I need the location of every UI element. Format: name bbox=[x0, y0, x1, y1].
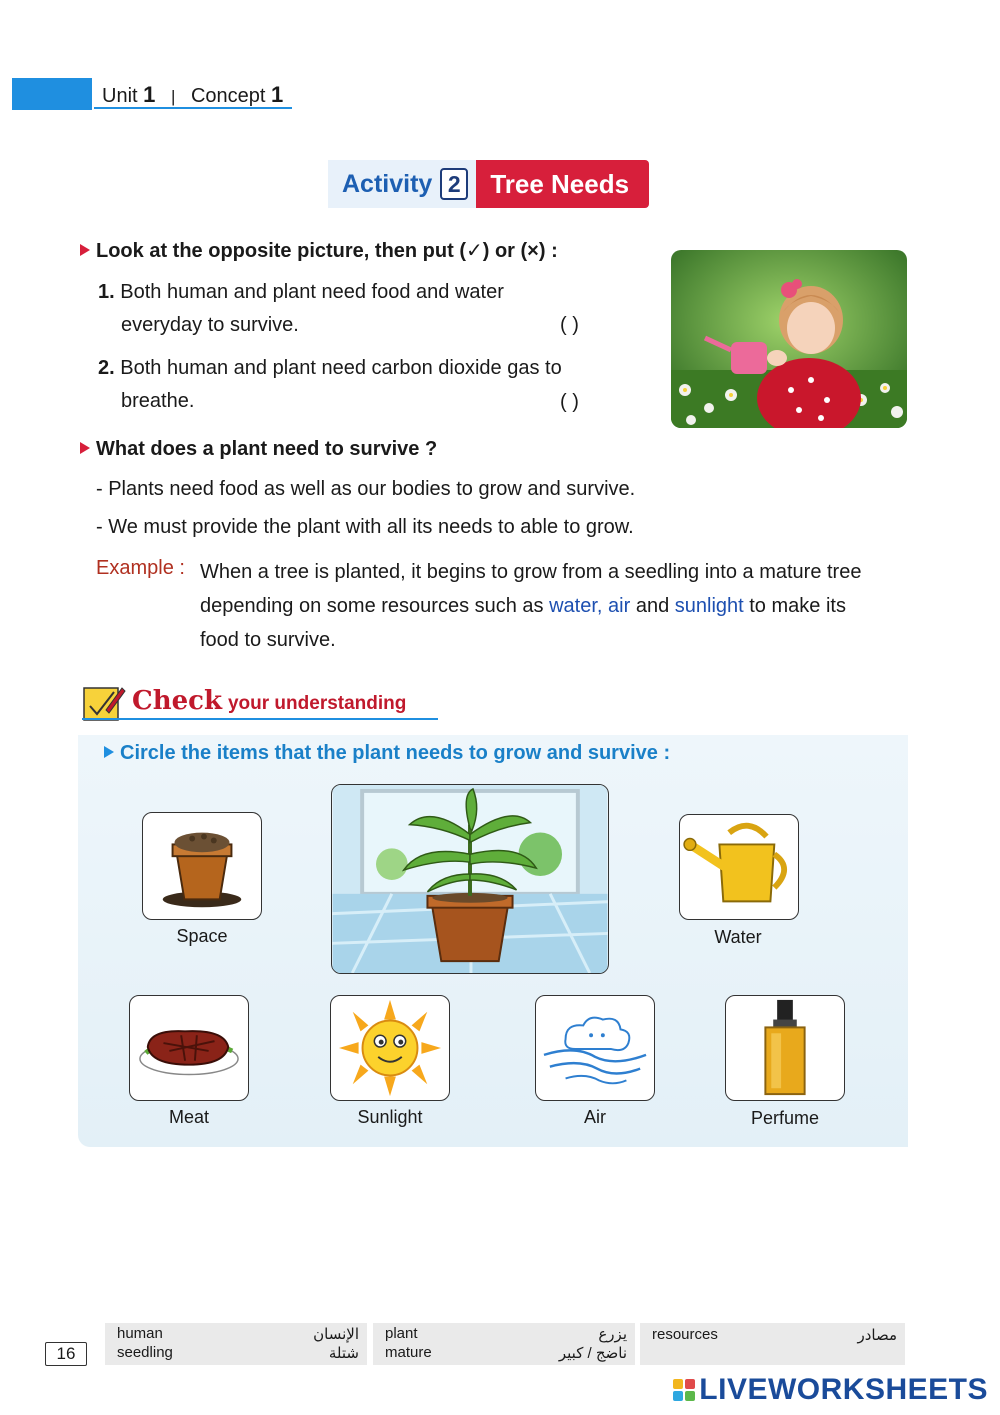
unit-label: Unit bbox=[102, 85, 138, 107]
check-underline bbox=[82, 718, 438, 720]
question-line-2: breathe. bbox=[121, 390, 195, 412]
glossary-translation: مصادر bbox=[857, 1327, 897, 1344]
liveworksheets-brand[interactable] bbox=[673, 1373, 988, 1407]
example-water-air: water, air bbox=[549, 595, 631, 617]
meat-image[interactable] bbox=[129, 995, 249, 1101]
check-title-small: your understanding bbox=[227, 693, 407, 714]
question-line-1: Both human and plant need carbon dioxide gas to bbox=[120, 357, 562, 379]
example-part-2: to make its food to survive. bbox=[200, 595, 846, 651]
glossary-term: seedling bbox=[117, 1344, 173, 1361]
perfume-image[interactable] bbox=[725, 995, 845, 1101]
glossary-box-2 bbox=[373, 1323, 635, 1365]
girl-watering-photo bbox=[671, 250, 907, 428]
circle-instruction-text: Circle the items that the plant needs to grow and survive : bbox=[120, 742, 671, 764]
perfume-caption: Perfume bbox=[750, 1108, 820, 1128]
red-triangle-icon bbox=[80, 244, 90, 256]
plant-needs-heading bbox=[80, 438, 437, 461]
instruction-text: Look at the opposite picture, then put (✓) or (×) : bbox=[96, 240, 558, 262]
concept-label: Concept bbox=[190, 85, 266, 107]
glossary-translation: الإنسان bbox=[313, 1326, 359, 1343]
unit-color-bar bbox=[12, 78, 92, 110]
question-number: 2. bbox=[98, 357, 115, 379]
liveworksheets-logo-icon bbox=[673, 1379, 695, 1401]
activity-label-box bbox=[328, 160, 476, 208]
page-number: 16 bbox=[45, 1342, 87, 1366]
check-title bbox=[132, 686, 406, 716]
space-caption: Space bbox=[176, 926, 228, 946]
potted-plant-window-image bbox=[331, 784, 609, 974]
blue-triangle-icon bbox=[104, 746, 114, 758]
plant-needs-heading-text: What does a plant need to survive ? bbox=[96, 438, 438, 460]
question-2 bbox=[98, 352, 562, 418]
answer-box-1[interactable]: ( ) bbox=[560, 314, 579, 336]
glossary-translation: ناضج / كبير bbox=[558, 1345, 627, 1362]
air-caption: Air bbox=[584, 1107, 606, 1127]
activity-number: 2 bbox=[440, 168, 468, 200]
glossary-term: human bbox=[117, 1325, 163, 1342]
question-1 bbox=[98, 276, 504, 342]
instruction-heading bbox=[80, 238, 558, 263]
circle-instruction bbox=[104, 742, 670, 765]
glossary-term: plant bbox=[385, 1325, 418, 1342]
unit-number: 1 bbox=[143, 82, 156, 107]
glossary-box-3 bbox=[640, 1323, 905, 1365]
glossary-term: resources bbox=[652, 1326, 718, 1343]
activity-label: Activity bbox=[342, 169, 433, 198]
concept-number: 1 bbox=[271, 82, 284, 107]
red-triangle-icon bbox=[80, 442, 90, 454]
activity-name: Tree Needs bbox=[476, 160, 649, 208]
question-number: 1. bbox=[98, 281, 115, 303]
water-caption: Water bbox=[714, 927, 762, 947]
sunlight-caption: Sunlight bbox=[357, 1107, 423, 1127]
example-label: Example : bbox=[96, 557, 185, 579]
header-underline bbox=[94, 107, 292, 109]
wind-image[interactable] bbox=[535, 995, 655, 1101]
glossary-box-1 bbox=[105, 1323, 367, 1365]
activity-title bbox=[328, 160, 649, 208]
meat-caption: Meat bbox=[168, 1107, 210, 1127]
example-sunlight: sunlight bbox=[674, 595, 744, 617]
brand-text: LIVEWORKSHEETS bbox=[699, 1373, 988, 1406]
pencil-check-icon bbox=[82, 684, 126, 722]
example-and: and bbox=[630, 595, 675, 617]
watering-can-image[interactable] bbox=[679, 814, 799, 920]
glossary-translation: يزرع bbox=[598, 1326, 627, 1343]
check-title-big: Check bbox=[132, 686, 222, 716]
unit-concept-header bbox=[102, 82, 283, 108]
space-pot-image[interactable] bbox=[142, 812, 262, 920]
sun-image[interactable] bbox=[330, 995, 450, 1101]
answer-box-2[interactable]: ( ) bbox=[560, 391, 579, 413]
glossary-term: mature bbox=[385, 1344, 432, 1361]
glossary-translation: شتلة bbox=[328, 1345, 359, 1362]
example-text bbox=[200, 555, 890, 657]
example-part-1: When a tree is planted, it begins to grow from a seedling into a mature tree depending on some resources such as bbox=[200, 561, 862, 617]
bullet-1: - Plants need food as well as our bodies to grow and survive. bbox=[96, 478, 636, 500]
header-separator: | bbox=[170, 87, 176, 106]
question-line-2: everyday to survive. bbox=[121, 314, 299, 336]
question-line-1: Both human and plant need food and water bbox=[120, 281, 504, 303]
bullet-2: - We must provide the plant with all its needs to able to grow. bbox=[96, 516, 634, 538]
